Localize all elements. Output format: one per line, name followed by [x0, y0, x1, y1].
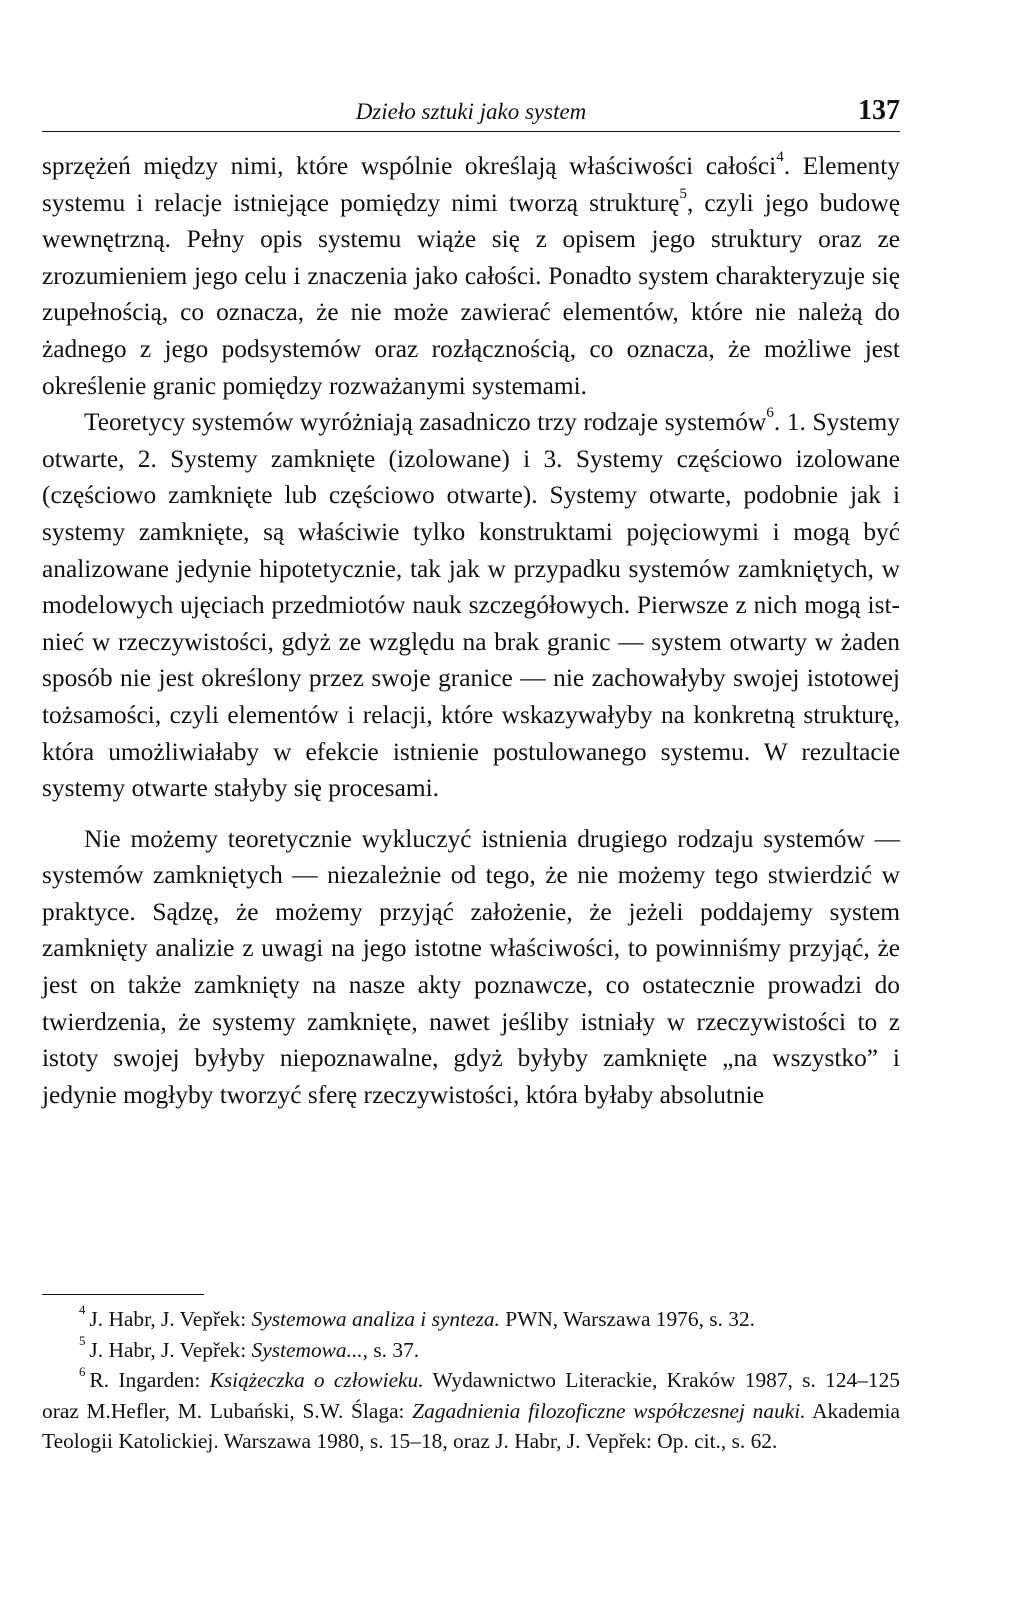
text-run: Teoretycy systemów wyróżniają zasadniczo trzy rodzaje systemów — [84, 408, 767, 437]
footnote — [42, 1365, 900, 1457]
footnote-number: 6 — [79, 1364, 86, 1379]
text-run: . Elementy systemu i relacje istniejące pomiędzy nimi tworzą strukturę — [42, 152, 900, 217]
text-run: Nie możemy teoretycznie wykluczyć istnienia drugiego rodzaju systemów — systemów zamkniętych — niezależnie od tego, że nie możemy tego stwierdzić w praktyce. Sądzę, że możemy przyjąć założenie, że jeżeli poddajemy system zamknięty analizie z uwagi na jego istotne właściwości, to powinniśmy przyjąć, że jest on także zamknięty na nasze akty poznawcze, co ostatecznie prowadzi do twierdzenia, że systemy zamknięte, nawet jeśliby istniały w rzeczywistości to z istoty swojej byłyby niepoznawalne, gdyż byłyby zamknięte „na wszystko” i jedynie mogłyby tworzyć sferę rzeczywistości, która byłaby absolutnie — [42, 824, 900, 1109]
paragraph — [42, 821, 900, 1114]
footnote-rule — [42, 1294, 204, 1295]
text-run: R. Ingarden: — [89, 1368, 210, 1393]
text-run: , s. 37. — [362, 1337, 420, 1362]
footnotes — [42, 1304, 900, 1457]
footnote-reference: 5 — [679, 184, 687, 202]
text-run: PWN, Warszawa 1976, s. 32. — [499, 1307, 756, 1331]
page-number: 137 — [858, 95, 900, 126]
footnote-reference: 6 — [766, 404, 774, 422]
footnote-reference: 4 — [776, 148, 784, 166]
text-run: Akademia Teologii Katolickiej. Warszawa 1980, s. 15–18, oraz J. Habr, J. Vepřek: Op. cit., s. 62. — [42, 1398, 900, 1454]
text-run: J. Habr, J. Vepřek: — [89, 1337, 252, 1362]
italic-title: Książeczka o człowieku. — [209, 1368, 424, 1393]
text-run: , czyli jego budowę wewnętrzną. Pełny opis systemu wiąże się z opisem jego struktury oraz ze zrozumieniem jego celu i znaczenia jako całości. Ponadto system charakteryzuje się zupełnością, co oznacza, że nie może zawierać elementów, które nie należą do żadnego z jego podsystemów oraz rozłącznością, co oznacza, że możliwe jest określenie granic pomiędzy rozważanymi systemami. — [42, 188, 900, 400]
paragraph — [42, 148, 900, 404]
header-rule — [42, 131, 900, 132]
footnote — [42, 1304, 900, 1335]
footnote-number: 4 — [79, 1303, 86, 1318]
text-run: . 1. Systemy otwarte, 2. Systemy zamknięte (izolowane) i 3. Systemy częściowo izolowane (częściowo zamknięte lub częściowo otwarte). Systemy otwarte, podobnie jak i systemy zamknięte, są właściwie tylko konstruktami pojęciowymi i mogą być analizowane jedynie hipotetycznie, tak jak w przypadku systemów zamkniętych, w modelowych ujęciach przedmiotów nauk szczegółowych. Pierwsze z nich mogą istnieć w rzeczywistości, gdyż ze względu na brak granic — system otwarty w żaden sposób nie jest określony przez swoje granice — nie zachowałyby swojej istotowej tożsamości, czyli elementów i relacji, które wskazywałyby na konkretną strukturę, która umożliwiałaby w efekcie istnienie postulowanego systemu. W rezultacie systemy otwarte stałyby się procesami. — [42, 408, 900, 803]
paragraph — [42, 404, 900, 807]
text-run: J. Habr, J. Vepřek: — [89, 1307, 252, 1331]
text-run: Wydawnictwo Literackie, Kraków 1987, s. 124–125 oraz M.Hefler, M. Lubański, S.W. Ślaga: — [42, 1368, 900, 1423]
footnote — [42, 1335, 900, 1366]
body-text — [42, 148, 900, 1113]
text-run: sprzężeń między nimi, które wspólnie określają właściwości całości — [42, 152, 777, 180]
italic-title: Zagadnienia filozoficzne współczesnej nauki. — [412, 1398, 806, 1423]
page-header — [42, 96, 900, 136]
footnote-number: 5 — [79, 1334, 86, 1349]
italic-title: Systemowa... — [251, 1337, 363, 1362]
italic-title: Systemowa analiza i synteza. — [251, 1307, 500, 1331]
running-title: Dzieło sztuki jako system — [355, 99, 587, 124]
